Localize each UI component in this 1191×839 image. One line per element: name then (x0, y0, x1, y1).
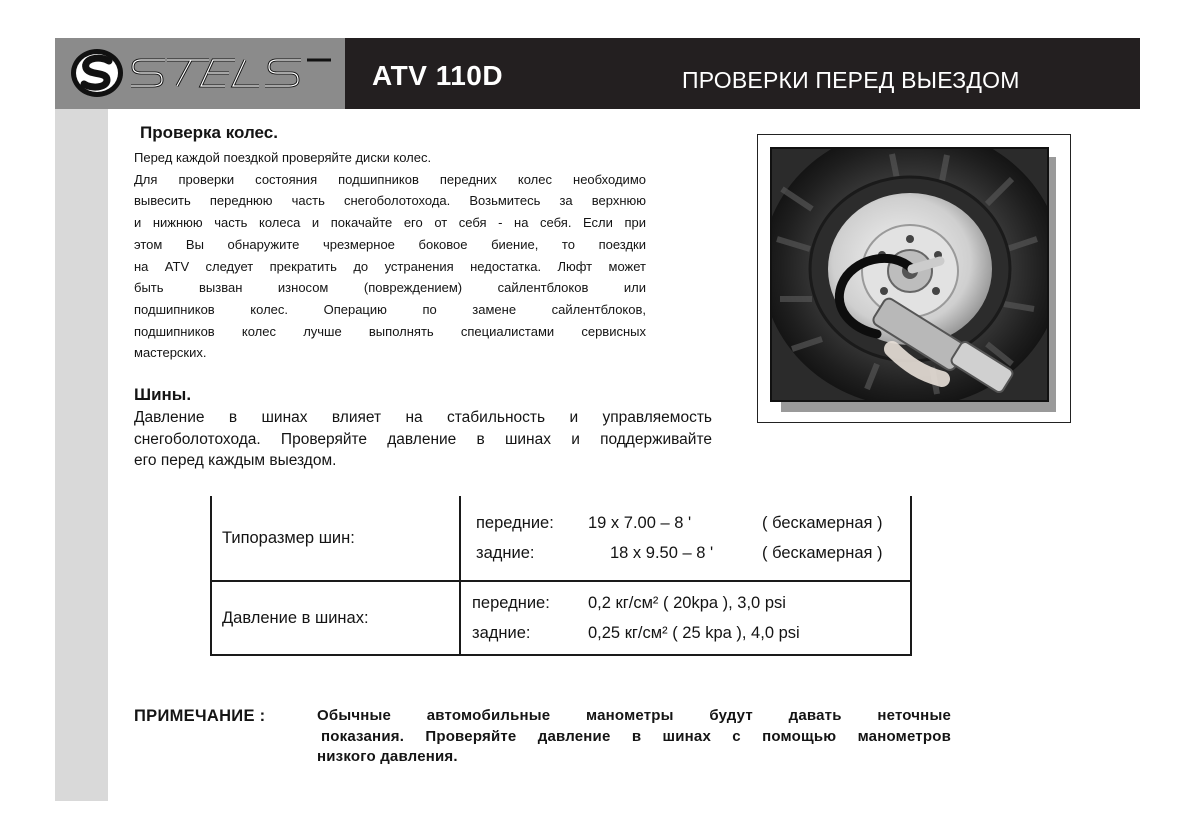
position-label: передние: (476, 514, 554, 532)
text-line: снегоболотохода. Проверяйте давление в шинах и поддерживайте (134, 430, 712, 448)
pressure-value: 0,2 кг/см² ( 20kpa ), 3,0 psi (588, 594, 786, 612)
table-row (211, 581, 911, 655)
text-line: быть вызван износом (повреждением) сайлентблоков или (134, 280, 646, 296)
wheel-photo-frame (757, 134, 1071, 423)
pressure-label: Давление в шинах: (211, 581, 460, 655)
tire-type: ( бескамерная ) (762, 544, 883, 562)
position-label: передние: (472, 594, 550, 612)
text-line: вывесить переднюю часть снегоболотохода. Возьмитесь за верхнюю (134, 193, 646, 209)
wheels-text (134, 147, 646, 364)
position-label: задние: (476, 544, 535, 562)
table-row (211, 496, 911, 581)
tire-type: ( бескамерная ) (762, 514, 883, 532)
pressure-values (460, 581, 911, 655)
size-row-front (462, 508, 909, 538)
section-title: ПРОВЕРКИ ПЕРЕД ВЫЕЗДОМ (682, 67, 1020, 93)
text-line: мастерских. (134, 345, 207, 361)
pressure-row-rear (462, 618, 909, 648)
wheel-photo (770, 147, 1049, 402)
tire-size: 18 x 9.50 – 8 ' (610, 544, 714, 562)
size-label: Типоразмер шин: (211, 496, 460, 581)
text-line: Перед каждой поездкой проверяйте диски колес. (134, 150, 432, 165)
wheels-heading: Проверка колес. (140, 123, 278, 142)
text-line: и нижнюю часть колеса и покачайте его от себя - на себя. Если при (134, 215, 646, 231)
pressure-value: 0,25 кг/см² ( 25 kpa ), 4,0 psi (588, 624, 800, 642)
position-label: задние: (472, 624, 531, 642)
note-label: ПРИМЕЧАНИЕ : (134, 707, 266, 725)
text-line: подшипников колес. Операцию по замене сайлентблоков, (134, 301, 646, 317)
pressure-row-front (462, 588, 909, 618)
text-line: на ATV следует прекратить до устранения недостатка. Люфт может (134, 258, 646, 274)
tire-spec-table (210, 496, 912, 656)
tires-text (134, 407, 712, 472)
text-line: подшипников колес лучше выполнять специалистами сервисных (134, 323, 646, 339)
tires-heading: Шины. (134, 385, 192, 404)
tire-pressure-gauge-illustration (772, 149, 1047, 400)
size-row-rear (462, 538, 909, 568)
text-line: его перед каждым выездом. (134, 452, 337, 469)
stels-wordmark (131, 52, 335, 94)
model-name: ATV 110D (372, 60, 504, 91)
note-text (317, 706, 951, 768)
text-line: низкого давления. (317, 748, 458, 765)
text-line: Давление в шинах влияет на стабильность и управляемость (134, 409, 712, 426)
tire-size: 19 x 7.00 – 8 ' (588, 514, 692, 532)
stels-s-emblem (69, 47, 125, 99)
text-line: Для проверки состояния подшипников передних колес необходимо (134, 171, 646, 187)
brand-logo (55, 38, 345, 109)
side-band (55, 109, 108, 801)
size-values (460, 496, 911, 581)
text-line: Обычные автомобильные манометры будут давать неточные (317, 707, 951, 724)
text-line: показания. Проверяйте давление в шинах с помощью манометров (321, 727, 951, 745)
text-line: этом Вы обнаружите чрезмерное боковое биение, то поездки (134, 236, 646, 252)
